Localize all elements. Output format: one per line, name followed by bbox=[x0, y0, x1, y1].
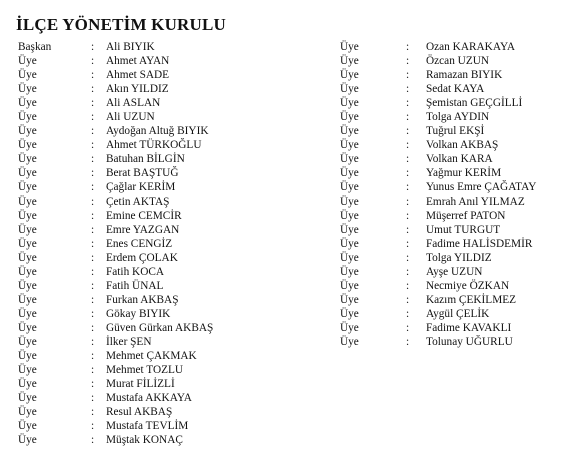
separator: : bbox=[91, 209, 95, 222]
member-name: Mehmet ÇAKMAK bbox=[106, 350, 197, 363]
member-name: Ahmet TÜRKOĞLU bbox=[106, 139, 202, 152]
member-row bbox=[18, 166, 318, 180]
member-row bbox=[18, 96, 318, 110]
member-role: Üye bbox=[340, 321, 359, 334]
member-name: Tuğrul EKŞİ bbox=[426, 125, 485, 138]
member-role: Üye bbox=[340, 307, 359, 320]
member-role: Üye bbox=[340, 69, 359, 82]
member-row bbox=[340, 110, 580, 124]
member-row bbox=[18, 223, 318, 237]
separator: : bbox=[406, 41, 410, 53]
member-name: Müşerref PATON bbox=[426, 209, 506, 222]
member-role: Üye bbox=[18, 364, 37, 377]
member-row bbox=[18, 321, 318, 335]
member-role: Üye bbox=[18, 392, 37, 405]
separator: : bbox=[406, 209, 410, 222]
member-name: Erdem ÇOLAK bbox=[106, 251, 178, 264]
member-role: Üye bbox=[340, 265, 359, 278]
member-role: Üye bbox=[18, 55, 37, 68]
member-name: Müştak KONAÇ bbox=[106, 434, 183, 447]
separator: : bbox=[406, 83, 410, 96]
separator: : bbox=[91, 139, 95, 152]
separator: : bbox=[406, 139, 410, 152]
member-role: Üye bbox=[340, 195, 359, 208]
separator: : bbox=[91, 279, 95, 292]
member-name: Ayşe UZUN bbox=[426, 265, 483, 278]
member-row bbox=[340, 68, 580, 82]
separator: : bbox=[91, 293, 95, 306]
member-role: Üye bbox=[18, 125, 37, 138]
separator: : bbox=[406, 111, 410, 124]
member-name: Emine CEMCİR bbox=[106, 209, 182, 222]
member-role: Üye bbox=[340, 167, 359, 180]
member-row bbox=[18, 54, 318, 68]
member-role: Üye bbox=[18, 321, 37, 334]
member-name: Mustafa AKKAYA bbox=[106, 392, 192, 405]
member-role: Üye bbox=[340, 251, 359, 264]
separator: : bbox=[91, 307, 95, 320]
member-name: Ali BIYIK bbox=[106, 41, 155, 53]
separator: : bbox=[406, 223, 410, 236]
separator: : bbox=[91, 125, 95, 138]
member-name: Mehmet TOZLU bbox=[106, 364, 184, 377]
separator: : bbox=[91, 434, 95, 447]
member-name: Ozan KARAKAYA bbox=[426, 41, 516, 53]
member-role: Üye bbox=[18, 69, 37, 82]
member-name: Güven Gürkan AKBAŞ bbox=[106, 321, 214, 334]
member-role: Üye bbox=[18, 181, 37, 194]
separator: : bbox=[91, 153, 95, 166]
separator: : bbox=[406, 167, 410, 180]
member-role: Üye bbox=[18, 406, 37, 419]
member-row bbox=[18, 251, 318, 265]
member-name: Umut TURGUT bbox=[426, 223, 501, 236]
separator: : bbox=[406, 55, 410, 68]
separator: : bbox=[91, 181, 95, 194]
separator: : bbox=[91, 321, 95, 334]
member-role: Üye bbox=[18, 153, 37, 166]
separator: : bbox=[406, 237, 410, 250]
separator: : bbox=[406, 181, 410, 194]
member-row bbox=[18, 138, 318, 152]
member-role: Üye bbox=[18, 111, 37, 124]
separator: : bbox=[91, 335, 95, 348]
separator: : bbox=[406, 251, 410, 264]
member-role: Üye bbox=[18, 307, 37, 320]
member-role: Üye bbox=[18, 420, 37, 433]
separator: : bbox=[406, 321, 410, 334]
member-row bbox=[18, 180, 318, 194]
member-role: Üye bbox=[340, 97, 359, 110]
member-role: Üye bbox=[340, 111, 359, 124]
member-role: Üye bbox=[340, 55, 359, 68]
member-name: Murat FİLİZLİ bbox=[106, 378, 175, 391]
member-role: Üye bbox=[18, 265, 37, 278]
member-row bbox=[18, 209, 318, 223]
separator: : bbox=[91, 406, 95, 419]
member-role: Üye bbox=[18, 209, 37, 222]
separator: : bbox=[406, 125, 410, 138]
member-row bbox=[340, 54, 580, 68]
member-role: Üye bbox=[18, 279, 37, 292]
member-row bbox=[18, 307, 318, 321]
member-role: Başkan bbox=[18, 41, 52, 53]
separator: : bbox=[91, 55, 95, 68]
separator: : bbox=[91, 111, 95, 124]
separator: : bbox=[91, 364, 95, 377]
member-name: Emrah Anıl YILMAZ bbox=[426, 195, 525, 208]
separator: : bbox=[406, 265, 410, 278]
member-list-right bbox=[340, 40, 580, 349]
member-row bbox=[340, 40, 580, 54]
member-list-left bbox=[18, 40, 318, 447]
member-role: Üye bbox=[18, 237, 37, 250]
member-role: Üye bbox=[18, 378, 37, 391]
separator: : bbox=[91, 83, 95, 96]
separator: : bbox=[406, 307, 410, 320]
member-name: Ahmet SADE bbox=[106, 69, 170, 82]
member-row bbox=[340, 138, 580, 152]
member-name: Fadime HALİSDEMİR bbox=[426, 237, 533, 250]
separator: : bbox=[406, 293, 410, 306]
member-row bbox=[18, 152, 318, 166]
separator: : bbox=[91, 378, 95, 391]
separator: : bbox=[91, 167, 95, 180]
member-role: Üye bbox=[18, 83, 37, 96]
member-row bbox=[18, 68, 318, 82]
member-role: Üye bbox=[340, 153, 359, 166]
member-name: Tolga YILDIZ bbox=[426, 251, 492, 264]
member-role: Üye bbox=[18, 350, 37, 363]
member-row bbox=[340, 209, 580, 223]
member-row bbox=[340, 335, 580, 349]
member-name: Fatih ÜNAL bbox=[106, 279, 164, 292]
member-role: Üye bbox=[18, 167, 37, 180]
member-name: Necmiye ÖZKAN bbox=[426, 279, 510, 292]
member-role: Üye bbox=[18, 97, 37, 110]
member-row bbox=[340, 307, 580, 321]
member-name: Fadime KAVAKLI bbox=[426, 321, 512, 334]
member-name: Akın YILDIZ bbox=[106, 83, 169, 96]
separator: : bbox=[91, 392, 95, 405]
member-role: Üye bbox=[340, 83, 359, 96]
member-role: Üye bbox=[340, 181, 359, 194]
separator: : bbox=[406, 97, 410, 110]
member-row bbox=[18, 419, 318, 433]
member-row bbox=[18, 363, 318, 377]
member-row bbox=[18, 433, 318, 447]
member-name: Mustafa TEVLİM bbox=[106, 420, 189, 433]
member-name: Fatih KOCA bbox=[106, 265, 165, 278]
member-name: Ahmet AYAN bbox=[106, 55, 170, 68]
member-role: Üye bbox=[18, 434, 37, 447]
member-role: Üye bbox=[18, 335, 37, 348]
member-name: Furkan AKBAŞ bbox=[106, 293, 179, 306]
member-role: Üye bbox=[340, 139, 359, 152]
separator: : bbox=[406, 153, 410, 166]
member-row bbox=[340, 180, 580, 194]
separator: : bbox=[91, 69, 95, 82]
member-role: Üye bbox=[340, 293, 359, 306]
member-row bbox=[18, 405, 318, 419]
member-row bbox=[18, 335, 318, 349]
member-name: Ali ASLAN bbox=[106, 97, 161, 110]
member-row bbox=[18, 82, 318, 96]
member-name: Aygül ÇELİK bbox=[426, 307, 490, 320]
member-row bbox=[340, 166, 580, 180]
member-name: Volkan KARA bbox=[426, 153, 493, 166]
member-row bbox=[340, 96, 580, 110]
member-role: Üye bbox=[340, 41, 359, 53]
member-row bbox=[340, 251, 580, 265]
member-role: Üye bbox=[340, 223, 359, 236]
member-row bbox=[340, 265, 580, 279]
member-name: Berat BAŞTUĞ bbox=[106, 167, 179, 180]
member-name: Yağmur KERİM bbox=[426, 167, 502, 180]
member-name: Çetin AKTAŞ bbox=[106, 195, 170, 208]
separator: : bbox=[91, 251, 95, 264]
member-name: Resul AKBAŞ bbox=[106, 406, 173, 419]
member-row bbox=[18, 40, 318, 54]
separator: : bbox=[406, 69, 410, 82]
member-name: Sedat KAYA bbox=[426, 83, 485, 96]
member-name: Volkan AKBAŞ bbox=[426, 139, 499, 152]
member-name: Çağlar KERİM bbox=[106, 181, 176, 194]
member-role: Üye bbox=[340, 237, 359, 250]
member-name: Tolunay UĞURLU bbox=[426, 335, 513, 348]
member-row bbox=[340, 237, 580, 251]
member-role: Üye bbox=[340, 335, 359, 348]
member-row bbox=[18, 195, 318, 209]
member-row bbox=[18, 237, 318, 251]
member-name: Enes CENGİZ bbox=[106, 237, 173, 250]
separator: : bbox=[91, 237, 95, 250]
member-row bbox=[340, 293, 580, 307]
member-name: Şemistan GEÇGİLLİ bbox=[426, 97, 523, 110]
member-name: Yunus Emre ÇAĞATAY bbox=[426, 181, 537, 194]
member-row bbox=[340, 195, 580, 209]
member-row bbox=[18, 279, 318, 293]
member-row bbox=[18, 293, 318, 307]
member-role: Üye bbox=[18, 195, 37, 208]
member-role: Üye bbox=[340, 125, 359, 138]
separator: : bbox=[91, 223, 95, 236]
separator: : bbox=[91, 195, 95, 208]
member-row bbox=[18, 124, 318, 138]
member-name: Tolga AYDIN bbox=[426, 111, 490, 124]
member-name: Aydoğan Altuğ BIYIK bbox=[106, 125, 209, 138]
member-row bbox=[18, 110, 318, 124]
member-role: Üye bbox=[340, 279, 359, 292]
separator: : bbox=[406, 279, 410, 292]
separator: : bbox=[91, 420, 95, 433]
member-name: Ramazan BIYIK bbox=[426, 69, 503, 82]
member-row bbox=[18, 391, 318, 405]
member-name: Özcan UZUN bbox=[426, 55, 490, 68]
separator: : bbox=[91, 97, 95, 110]
member-row bbox=[340, 82, 580, 96]
member-role: Üye bbox=[18, 223, 37, 236]
member-row bbox=[340, 321, 580, 335]
member-name: İlker ŞEN bbox=[106, 335, 152, 348]
separator: : bbox=[91, 350, 95, 363]
member-row bbox=[340, 223, 580, 237]
member-row bbox=[18, 377, 318, 391]
page-title: İLÇE YÖNETİM KURULU bbox=[16, 15, 227, 34]
separator: : bbox=[91, 265, 95, 278]
separator: : bbox=[91, 41, 95, 53]
member-role: Üye bbox=[18, 251, 37, 264]
member-name: Kazım ÇEKİLMEZ bbox=[426, 293, 517, 306]
member-row bbox=[340, 152, 580, 166]
member-name: Emre YAZGAN bbox=[106, 223, 180, 236]
member-role: Üye bbox=[18, 293, 37, 306]
separator: : bbox=[406, 335, 410, 348]
member-row bbox=[18, 349, 318, 363]
member-name: Batuhan BİLGİN bbox=[106, 153, 185, 166]
member-role: Üye bbox=[18, 139, 37, 152]
member-row bbox=[340, 124, 580, 138]
separator: : bbox=[406, 195, 410, 208]
member-role: Üye bbox=[340, 209, 359, 222]
member-name: Gökay BIYIK bbox=[106, 307, 171, 320]
member-name: Ali UZUN bbox=[106, 111, 155, 124]
member-row bbox=[18, 265, 318, 279]
member-row bbox=[340, 279, 580, 293]
